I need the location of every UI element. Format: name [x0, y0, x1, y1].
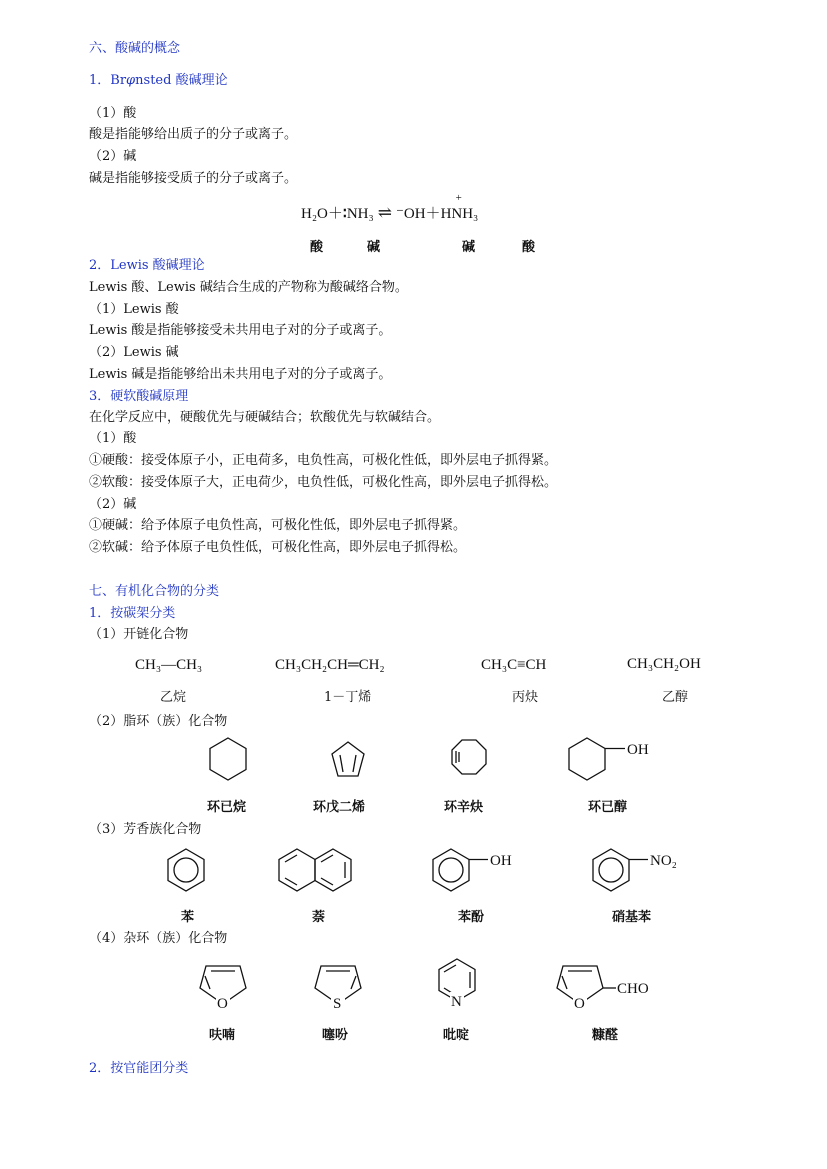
heterocyclic-subheading: （4）杂环（族）化合物 — [89, 931, 228, 946]
ethane-formula: CH₃—CH₃ — [135, 657, 203, 673]
naphthalene-structure — [275, 845, 375, 905]
cyclohexane-structure — [190, 735, 270, 795]
functional-group-heading: 2．按官能团分类 — [89, 1061, 189, 1076]
cyclohexanol-structure — [555, 735, 685, 795]
ethane-name: 乙烷 — [160, 690, 187, 705]
lewis-acid-definition: Lewis 酸是指能够接受未共用电子对的分子或离子。 — [89, 323, 392, 338]
lewis-base-subheading: （2）Lewis 碱 — [89, 345, 179, 360]
label-acid-1: 酸 — [310, 240, 324, 255]
furfural-name: 糠醛 — [592, 1028, 619, 1043]
pyridine-n-label: N — [451, 994, 462, 1010]
pyridine-name: 吡啶 — [443, 1028, 470, 1043]
carbon-skeleton-heading: 1．按碳架分类 — [89, 606, 176, 621]
furan-structure — [193, 958, 263, 1018]
cyclohexanol-name: 环已醇 — [588, 800, 628, 815]
acid-subheading: （1）酸 — [89, 106, 137, 121]
furan-name: 呋喃 — [209, 1028, 236, 1043]
nitrobenzene-name: 硝基苯 — [612, 910, 652, 925]
furfural-structure — [550, 958, 680, 1018]
furan-o-label: O — [217, 996, 228, 1012]
lewis-heading: 2．Lewis 酸碱理论 — [89, 258, 205, 273]
base-subheading: （2）碱 — [89, 149, 137, 164]
section-7-title: 七、有机化合物的分类 — [89, 584, 220, 599]
label-base-2: 碱 — [462, 240, 476, 255]
cyclopentadiene-name: 环戊二烯 — [313, 800, 366, 815]
naphthalene-name: 萘 — [312, 910, 326, 925]
lewis-base-definition: Lewis 碱是指能够给出未共用电子对的分子或离子。 — [89, 367, 392, 382]
thiophene-name: 噻吩 — [322, 1028, 349, 1043]
propyne-formula: CH₃C≡CH — [481, 657, 547, 673]
aromatic-subheading: （3）芳香族化合物 — [89, 822, 202, 837]
cyclohexanol-oh-label: OH — [627, 742, 649, 758]
hsab-heading: 3．硬软酸碱原理 — [89, 389, 189, 404]
lewis-intro: Lewis 酸、Lewis 碱结合生成的产物称为酸碱络合物。 — [89, 280, 408, 295]
label-acid-2: 酸 — [522, 240, 536, 255]
open-chain-subheading: （1）开链化合物 — [89, 627, 189, 642]
bronsted-equation: H₂O＋∶NH₃ ⇌ ⁻OH＋ + HNH₃ — [301, 192, 479, 222]
butene-formula: CH₃CH₂CH═CH₂ — [275, 657, 385, 673]
acid-definition: 酸是指能够给出质子的分子或离子。 — [89, 127, 298, 142]
furfural-cho-label: CHO — [617, 981, 649, 997]
thiophene-structure — [308, 958, 378, 1018]
cyclooctyne-name: 环辛炔 — [444, 800, 484, 815]
pyridine-structure — [425, 955, 495, 1015]
hsab-acid-subheading: （1）酸 — [89, 431, 137, 446]
bronsted-heading: 1．Brφnsted 酸碱理论 — [89, 73, 228, 88]
phenol-structure — [420, 845, 530, 905]
section-6-title: 六、酸碱的概念 — [89, 41, 181, 56]
soft-acid-text: ②软酸：接受体原子大，正电荷少，电负性低，可极化性高，即外层电子抓得松。 — [89, 475, 558, 490]
hard-base-text: ①硬碱：给予体原子电负性高，可极化性低，即外层电子抓得紧。 — [89, 518, 467, 533]
butene-name: 1－丁烯 — [324, 690, 372, 705]
nitrobenzene-structure — [580, 845, 700, 905]
propyne-name: 丙炔 — [512, 690, 539, 705]
base-definition: 碱是指能够接受质子的分子或离子。 — [89, 171, 298, 186]
phenol-name: 苯酚 — [458, 910, 485, 925]
phenol-oh-label: OH — [490, 853, 512, 869]
hard-acid-text: ①硬酸：接受体原子小，正电荷多，电负性高，可极化性低，即外层电子抓得紧。 — [89, 453, 558, 468]
benzene-name: 苯 — [181, 910, 195, 925]
hsab-intro: 在化学反应中，硬酸优先与硬碱结合；软酸优先与软碱结合。 — [89, 410, 441, 425]
lewis-acid-subheading: （1）Lewis 酸 — [89, 302, 179, 317]
alicyclic-subheading: （2）脂环（族）化合物 — [89, 714, 228, 729]
ethanol-name: 乙醇 — [662, 690, 689, 705]
cyclopentadiene-structure — [310, 735, 390, 795]
thiophene-s-label: S — [333, 996, 342, 1012]
cyclohexane-name: 环已烷 — [207, 800, 247, 815]
ethanol-formula: CH₃CH₂OH — [627, 656, 701, 672]
soft-base-text: ②软碱：给予体原子电负性低，可极化性高，即外层电子抓得松。 — [89, 540, 467, 555]
label-base-1: 碱 — [367, 240, 381, 255]
cyclooctyne-structure — [430, 735, 510, 795]
hsab-base-subheading: （2）碱 — [89, 497, 137, 512]
furfural-o-label: O — [574, 996, 585, 1012]
nitrobenzene-no2-label: NO₂ — [650, 853, 677, 869]
benzene-structure — [155, 845, 225, 905]
